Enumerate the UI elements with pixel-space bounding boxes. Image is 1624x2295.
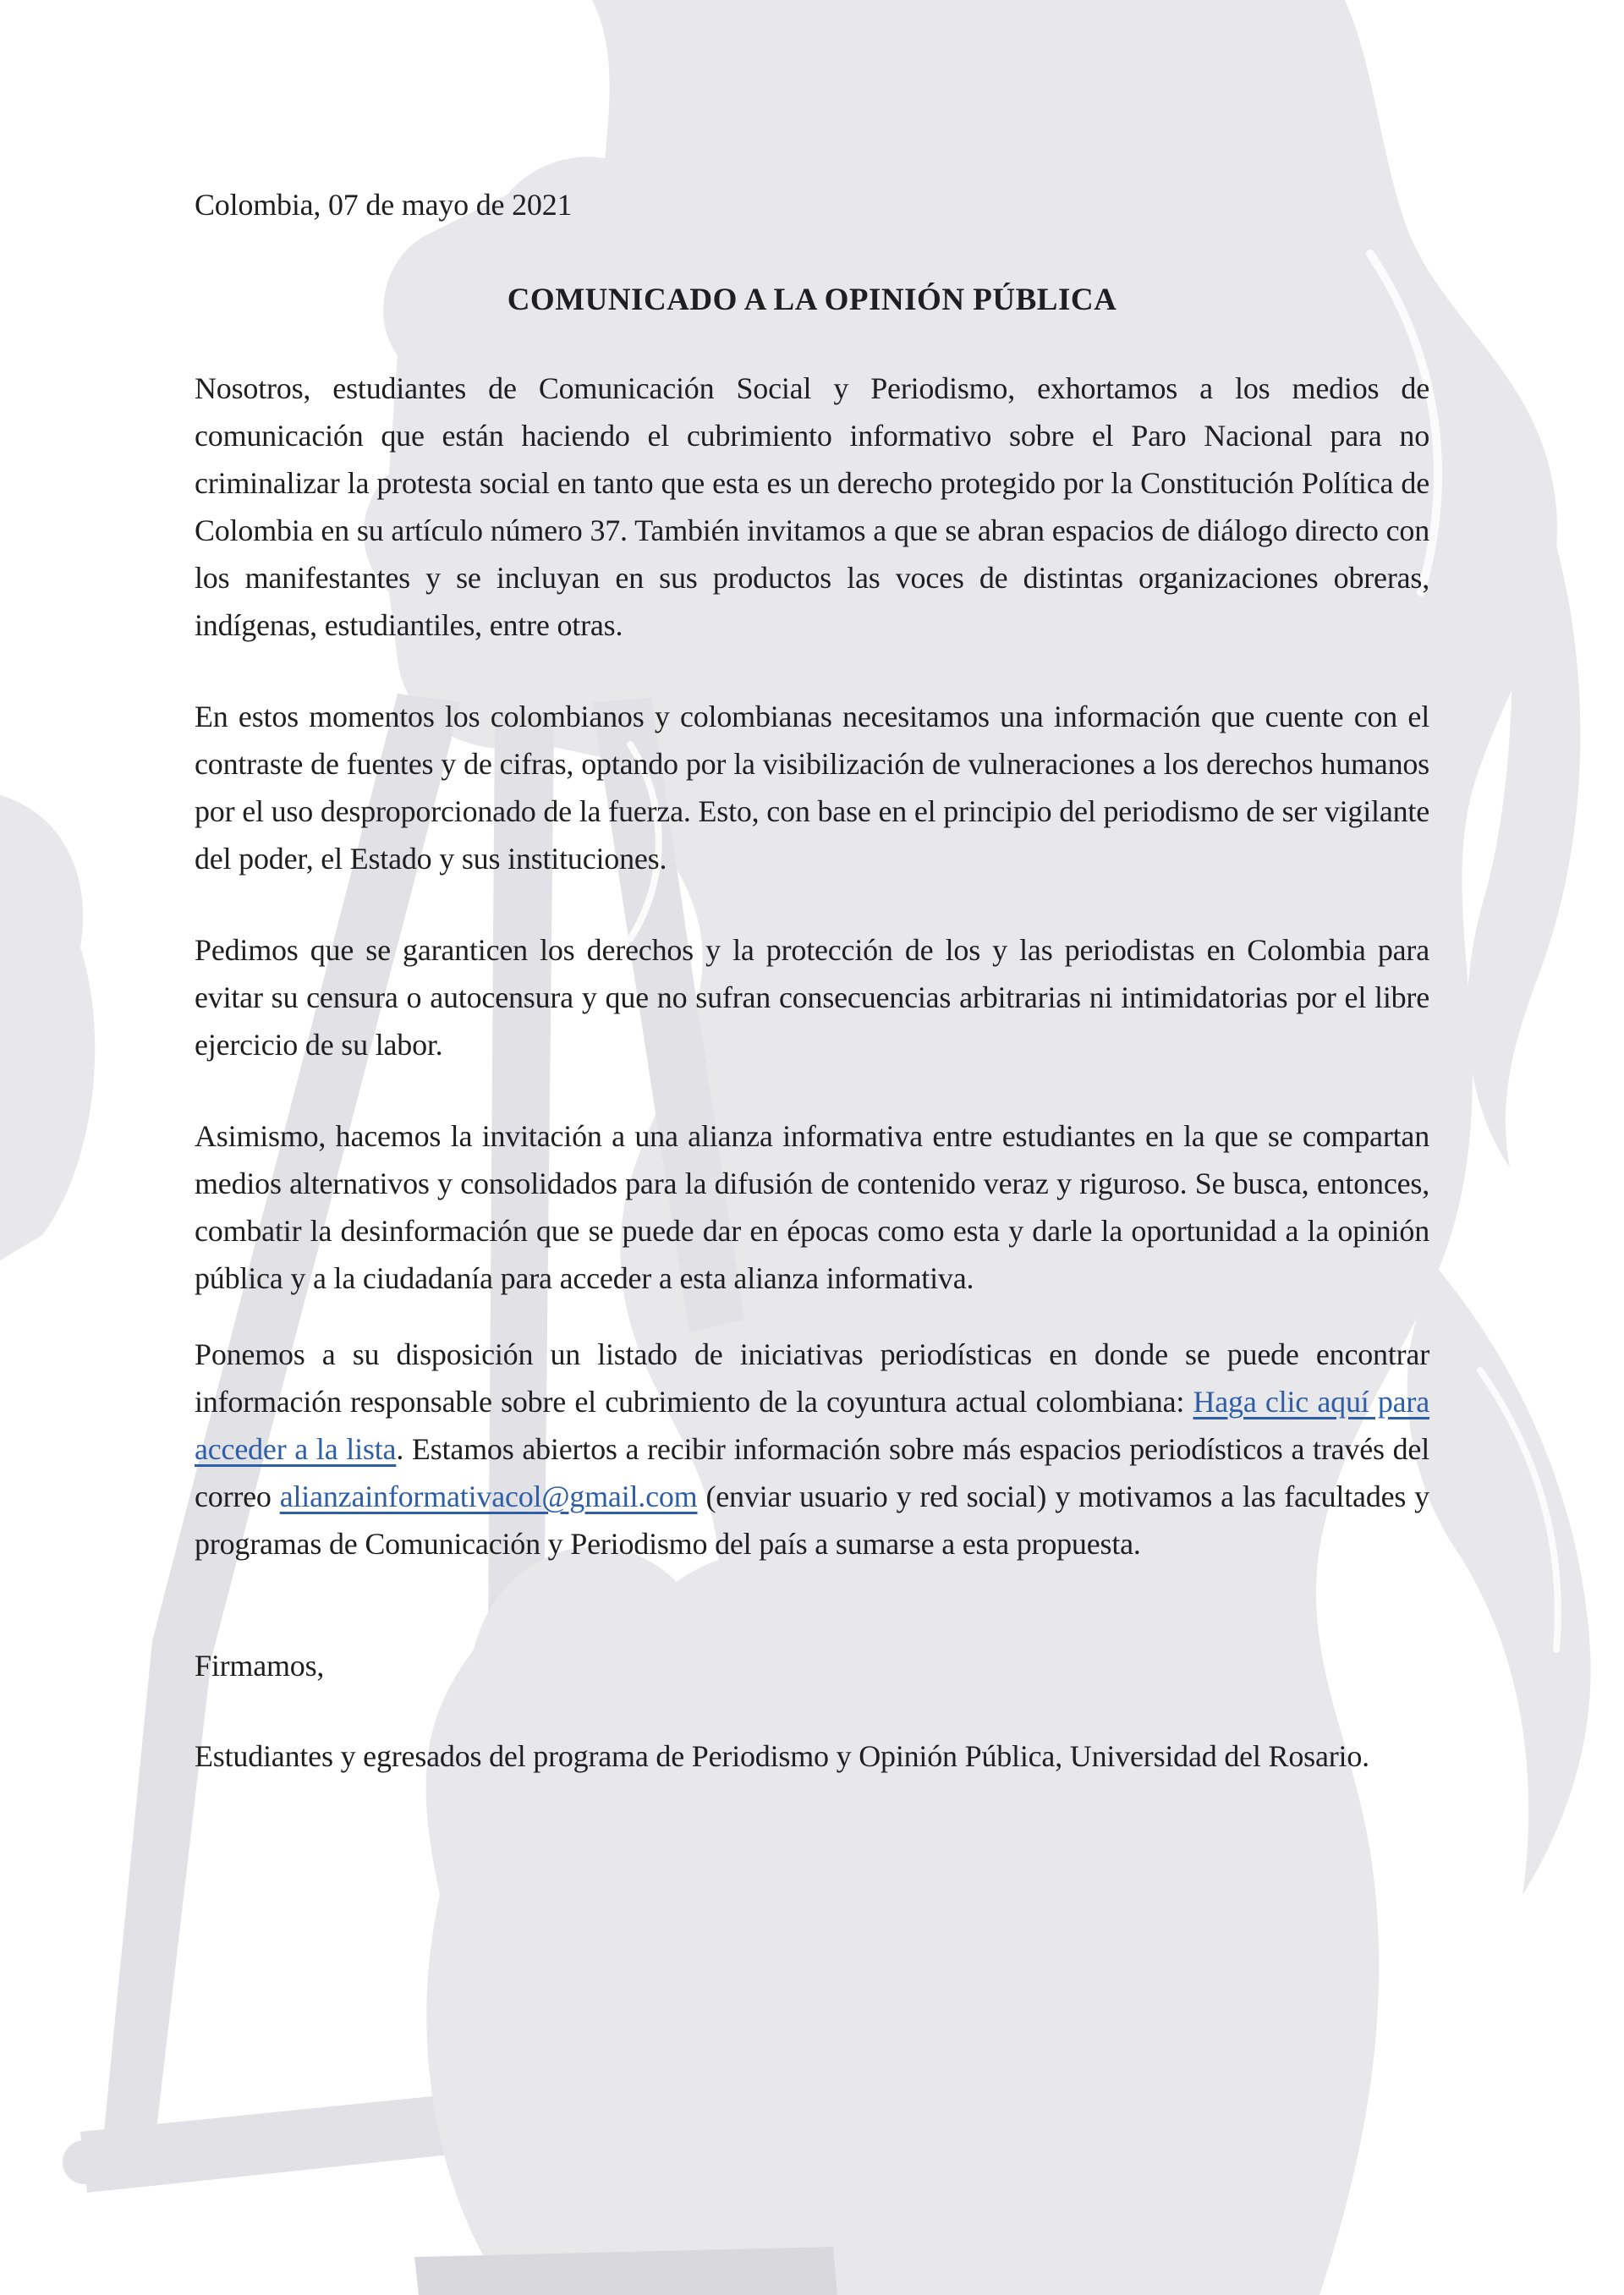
text-run: . Estamos abiertos a recibir información sobre más espacios periodísticos a través del correo: [195, 1432, 1430, 1513]
document-title: COMUNICADO A LA OPINIÓN PÚBLICA: [507, 283, 1117, 317]
text-run: (enviar usuario y red social) y motivamos a las facultades y programas de Comunicación y Periodismo del país a sumarse a esta propuesta.: [195, 1480, 1429, 1561]
text-run: Nosotros, estudiantes de Comunicación Social y Periodismo, exhortamos a los medios de comunicación que están haciendo el cubrimiento informativo sobre el Paro Nacional para no criminalizar la protesta social en tanto que esta es un derecho protegido por la Constitución Política de Colombia en su artículo número 37. También invitamos a que se abran espacios de diálogo directo con los manifestantes y se incluyan en sus productos las voces de distintas organizaciones obreras, indígenas, estudiantiles, entre otras.: [195, 371, 1429, 642]
text-run: Ponemos a su disposición un listado de iniciativas periodísticas en donde se puede encontrar información responsable sobre el cubrimiento de la coyuntura actual colombiana:: [195, 1337, 1429, 1419]
closing-salutation: Firmamos,: [195, 1649, 325, 1683]
signature-line: Estudiantes y egresados del programa de Periodismo y Opinión Pública, Universidad del Rosario.: [195, 1739, 1369, 1773]
left-edge-blob-shape: [0, 795, 95, 1260]
letter-body: [195, 181, 1429, 1780]
text-run: Pedimos que se garanticen los derechos y la protección de los y las periodistas en Colombia para evitar su censura o autocensura y que no sufran consecuencias arbitrarias ni intimidatorias por el libre ejercicio de su labor.: [195, 933, 1429, 1062]
bottom-bar-shape: [414, 2247, 837, 2295]
body-paragraphs: [195, 365, 1429, 1568]
date-line: Colombia, 07 de mayo de 2021: [195, 188, 573, 222]
paragraph: [195, 365, 1429, 649]
hair-strand-shape: [1407, 1269, 1591, 1895]
list-link[interactable]: Haga clic aquí para acceder a la lista: [195, 1385, 1429, 1466]
text-run: Asimismo, hacemos la invitación a una alianza informativa entre estudiantes en la que se compartan medios alternativos y consolidados para la difusión de contenido veraz y riguroso. Se busca, entonces, combatir la desinformación que se puede dar en épocas como esta y darle la oportunidad a la opinión pública y a la ciudadanía para acceder a esta alianza informativa.: [195, 1119, 1429, 1295]
text-run: En estos momentos los colombianos y colombianas necesitamos una información que cuente con el contraste de fuentes y de cifras, optando por la visibilización de vulneraciones a los derechos humanos por el uso desproporcionado de la fuerza. Esto, con base en el principio del periodismo de ser vigilante del poder, el Estado y sus instituciones.: [195, 700, 1429, 876]
email-link[interactable]: alianzainformativacol@gmail.com: [279, 1480, 698, 1513]
boom-tip-shape: [63, 2140, 107, 2184]
paragraph: [195, 1112, 1429, 1302]
paragraph: [195, 1331, 1429, 1568]
paragraph: [195, 693, 1429, 882]
paragraph: [195, 926, 1429, 1068]
